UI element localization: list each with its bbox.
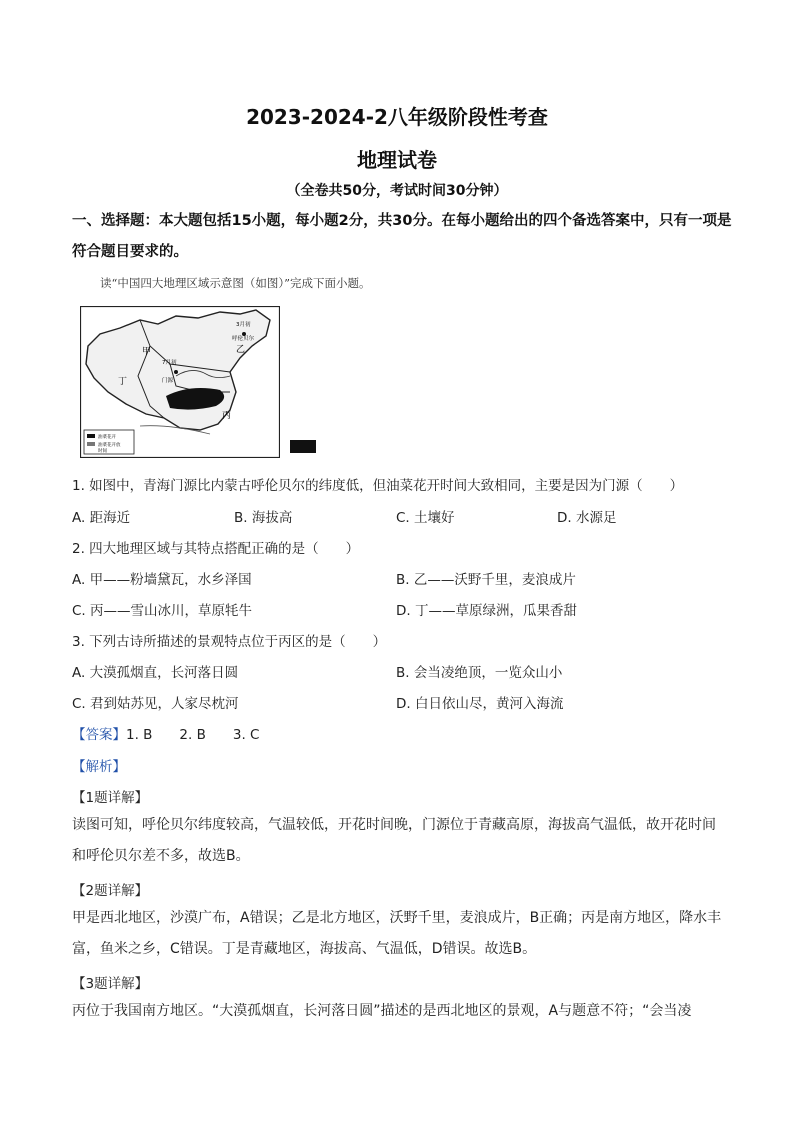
china-regions-map	[80, 306, 280, 458]
q1-analysis-text: 读图可知，呼伦贝尔纬度较高，气温较低，开花时间晚，门源位于青藏高原，海拔高气温低，故开花时间和呼伦贝尔差不多，故选B。	[72, 817, 716, 864]
q1-option-b: B. 海拔高	[234, 510, 293, 526]
legend-text-3: 时间	[98, 449, 107, 454]
q3-option-d: D. 白日依山尽，黄河入海流	[396, 696, 564, 712]
q3-analysis-text: 丙位于我国南方地区。“大漠孤烟直，长河落日圆”描述的是西北地区的景观，A与题意不符；“会当凌	[72, 1003, 692, 1019]
q2-option-b: B. 乙——沃野千里，麦浪成片	[396, 572, 576, 588]
q1-option-d: D. 水源足	[557, 510, 617, 526]
section-heading: 一、选择题：本大题包括15小题，每小题2分，共30分。在每小题给出的四个备选答案中，只有一项是符合题目要求的。	[72, 213, 732, 260]
subject-title: 地理试卷	[357, 148, 437, 172]
q3-option-c: C. 君到姑苏见，人家尽枕河	[72, 696, 239, 712]
q1-option-c: C. 土壤好	[396, 510, 455, 526]
analysis-label: 【解析】	[72, 759, 126, 775]
question-1-stem: 1. 如图中，青海门源比内蒙古呼伦贝尔的纬度低，但油菜花开时间大致相同，主要是因为门源（ ）	[72, 478, 684, 494]
label-city2-name: 门源	[162, 378, 174, 384]
label-yi: 乙	[236, 345, 246, 355]
label-city1-time: 3月初	[236, 322, 251, 328]
exam-title: 2023-2024-2八年级阶段性考查	[246, 105, 548, 129]
city-marker-menyuan	[174, 370, 178, 374]
label-ding: 丁	[118, 377, 128, 387]
q2-option-c: C. 丙——雪山冰川，草原牦牛	[72, 603, 253, 619]
q1-analysis-label: 【1题详解】	[72, 790, 149, 806]
q3-analysis-label: 【3题详解】	[72, 976, 149, 992]
exam-note: （全卷共50分，考试时间30分钟）	[286, 183, 508, 199]
q3-option-a: A. 大漠孤烟直，长河落日圆	[72, 665, 239, 681]
legend-text-2: 油菜花开放	[98, 443, 121, 448]
answer-label: 【答案】	[72, 727, 126, 743]
q2-option-d: D. 丁——草原绿洲，瓜果香甜	[396, 603, 577, 619]
map-intro: 读“中国四大地理区域示意图（如图）”完成下面小题。	[100, 276, 371, 290]
legend-swatch-1	[87, 434, 95, 438]
label-city1-name: 呼伦贝尔	[232, 336, 255, 342]
q3-option-b: B. 会当凌绝顶，一览众山小	[396, 665, 563, 681]
answer-text: 1. B 2. B 3. C	[126, 727, 260, 743]
label-jia: 甲	[142, 347, 152, 357]
q2-analysis-text: 甲是西北地区，沙漠广布，A错误；乙是北方地区，沃野千里，麦浪成片，B正确；丙是南方地区，降水丰富，鱼米之乡，C错误。丁是青藏地区，海拔高、气温低，D错误。故选B。	[72, 910, 722, 957]
q1-option-a: A. 距海近	[72, 510, 131, 526]
q2-analysis-label: 【2题详解】	[72, 883, 149, 899]
label-city2-time: 7月初	[162, 360, 177, 366]
answer-line	[72, 723, 259, 743]
question-2-stem: 2. 四大地理区域与其特点搭配正确的是（ ）	[72, 541, 360, 557]
q2-option-a: A. 甲——粉墙黛瓦，水乡泽国	[72, 572, 252, 588]
scale-mark	[290, 440, 316, 453]
legend-text-1: 油菜花开	[98, 435, 116, 440]
question-3-stem: 3. 下列古诗所描述的景观特点位于丙区的是（ ）	[72, 634, 387, 650]
label-bing: 丙	[222, 411, 232, 421]
legend-swatch-2	[87, 442, 95, 446]
